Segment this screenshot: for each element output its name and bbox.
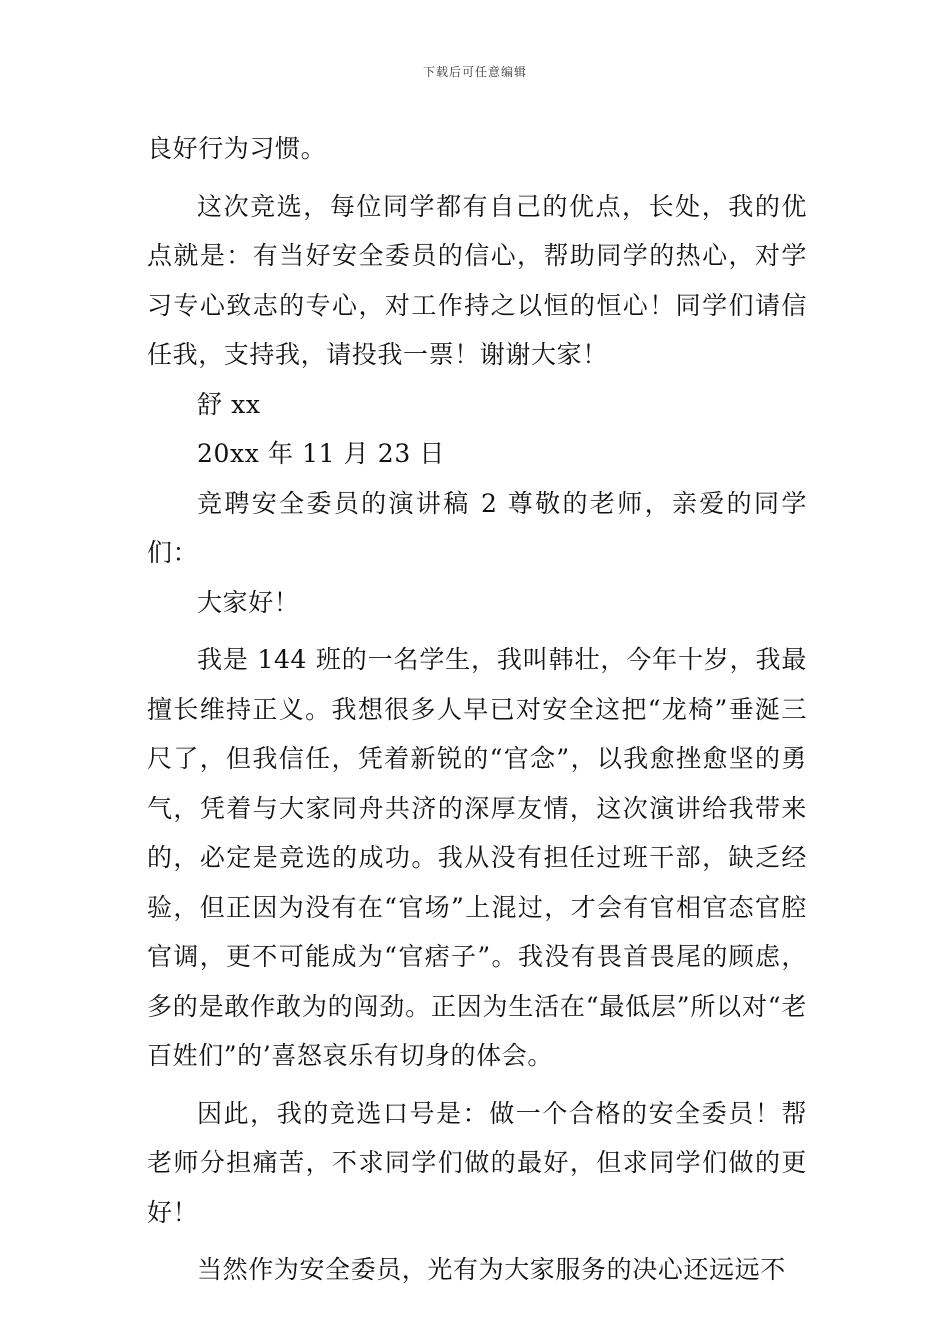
- paragraph-closing-fragment: 当然作为安全委员，光有为大家服务的决心还远远不: [197, 1255, 786, 1284]
- speech-title-greeting: 竞聘安全委员的演讲稿 2 尊敬的老师，亲爱的同学们：: [147, 488, 807, 567]
- greeting-line: 大家好！: [197, 587, 300, 617]
- paragraph-continuation: 良好行为习惯。: [147, 134, 327, 163]
- document-body: [147, 124, 807, 1295]
- paragraph-introduction: 我是 144 班的一名学生，我叫韩壮，今年十岁，我最擅长维持正义。我想很多人早已对安全这把“龙椅”垂涎三尺了，但我信任，凭着新锐的“官念”，以我愈挫愈坚的勇气，凭着与大家同舟共济的深厚友情，这次演讲给我带来的，必定是竞选的成功。我从没有担任过班干部，缺乏经验，但正因为没有在“官场”上混过，才会有官相官态官腔官调，更不可能成为“官痞子”。我没有畏首畏尾的顾虑，多的是敢作敢为的闯劲。正因为生活在“最低层”所以对“老百姓们”的’喜怒哀乐有切身的体会。: [147, 645, 807, 1070]
- page-header: 下载后可任意编辑: [422, 65, 527, 79]
- signature-name: 舒 xx: [197, 389, 261, 419]
- signature-date: 20xx 年 11 月 23 日: [197, 439, 445, 468]
- paragraph-strengths: 这次竞选，每位同学都有自己的优点，长处，我的优点就是：有当好安全委员的信心，帮助同学的热心，对学习专心致志的专心，对工作持之以恒的恒心！同学们请信任我，支持我，请投我一票！谢谢大家！: [147, 191, 807, 369]
- paragraph-slogan: 因此，我的竞选口号是：做一个合格的安全委员！帮老师分担痛苦，不求同学们做的最好，但求同学们做的更好！: [147, 1098, 807, 1227]
